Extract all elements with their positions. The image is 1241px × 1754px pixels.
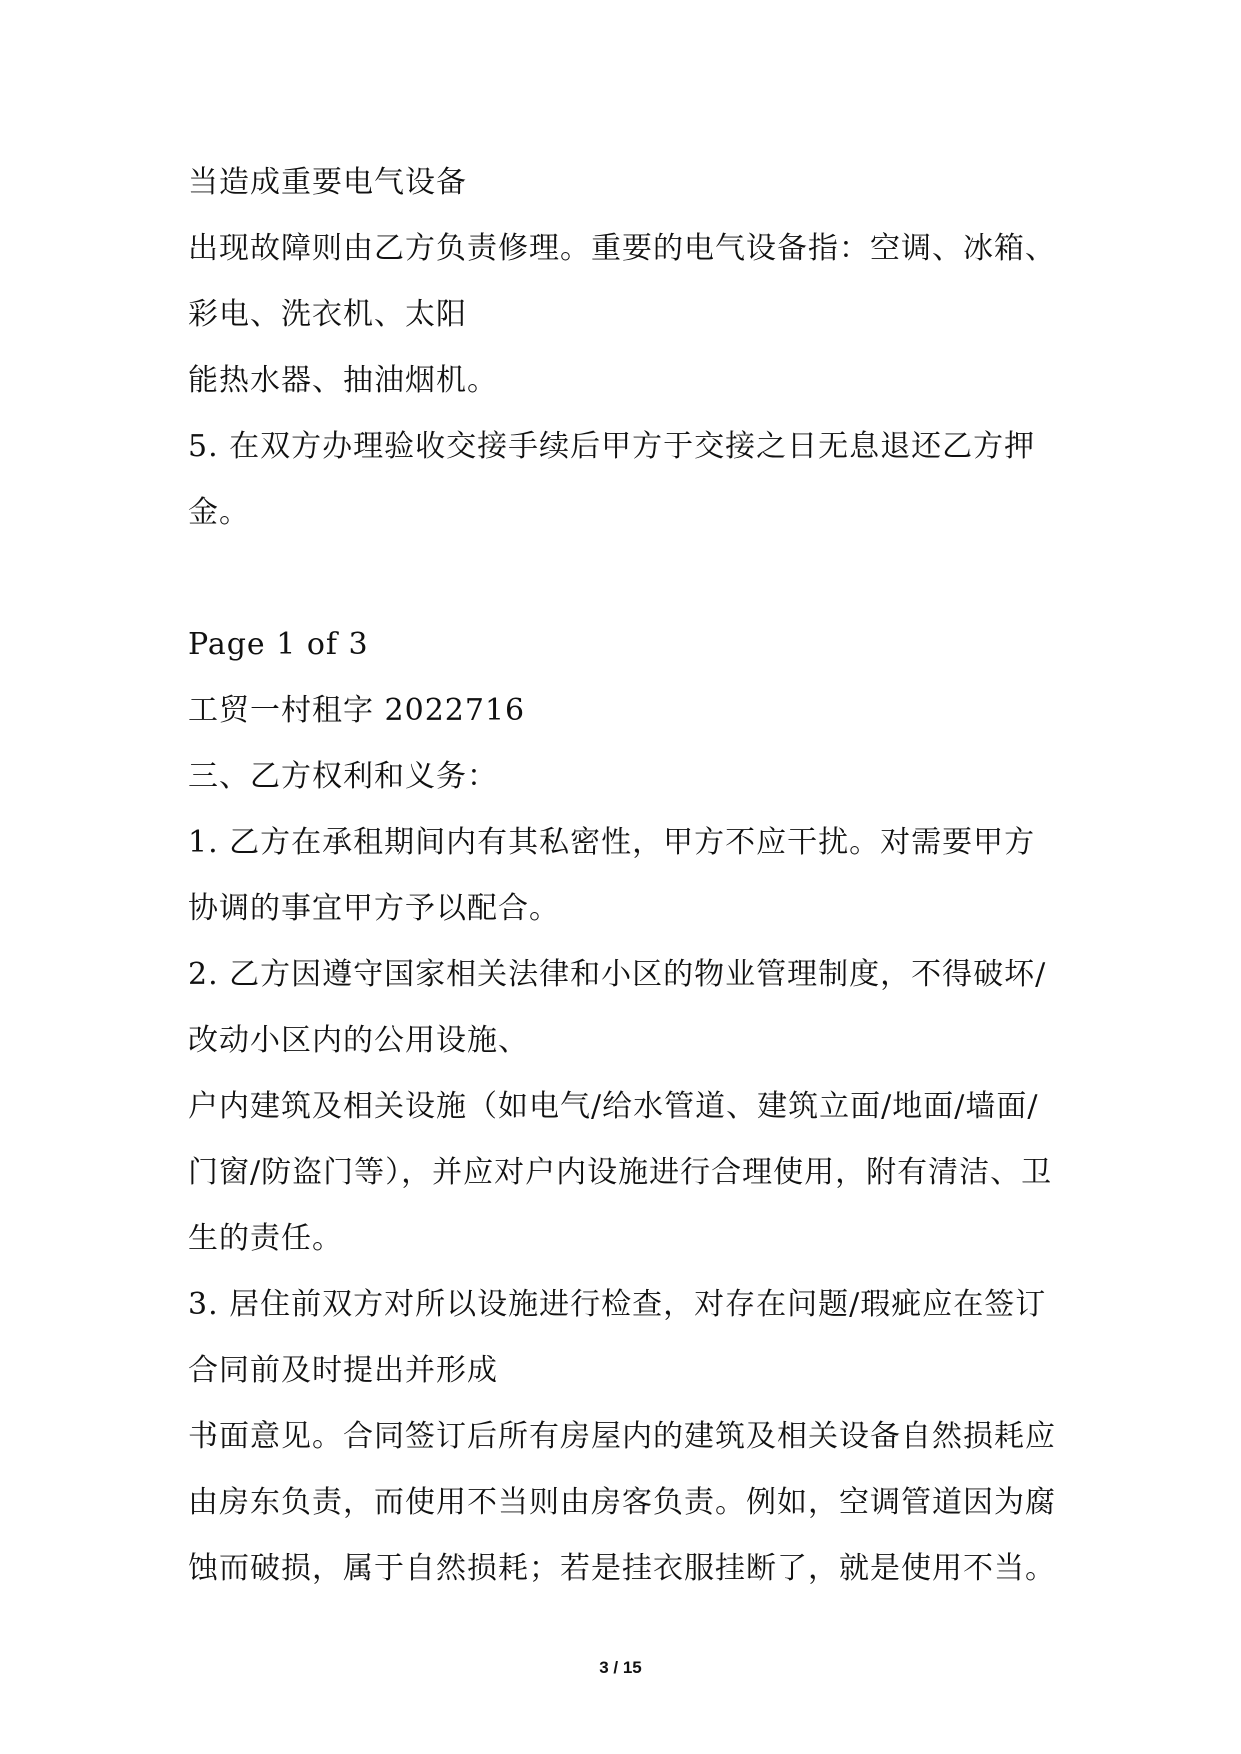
text-line: 1. 乙方在承租期间内有其私密性，甲方不应干扰。对需要甲方 — [188, 825, 1036, 860]
page-number: 3 / 15 — [599, 1658, 642, 1677]
text-line: 协调的事宜甲方予以配合。 — [188, 891, 560, 926]
text-line: 5. 在双方办理验收交接手续后甲方于交接之日无息退还乙方押 — [188, 429, 1036, 464]
text-line: 彩电、洗衣机、太阳 — [188, 297, 467, 332]
text-line: 2. 乙方因遵守国家相关法律和小区的物业管理制度，不得破坏/ — [188, 957, 1047, 992]
text-line: 由房东负责，而使用不当则由房客负责。例如，空调管道因为腐 — [188, 1485, 1056, 1520]
text-line: 蚀而破损，属于自然损耗；若是挂衣服挂断了，就是使用不当。 — [188, 1551, 1056, 1586]
document-reference: 工贸一村租字 2022716 — [188, 693, 526, 728]
text-line: 户内建筑及相关设施（如电气/给水管道、建筑立面/地面/墙面/ — [188, 1089, 1039, 1124]
text-line: 出现故障则由乙方负责修理。重要的电气设备指：空调、冰箱、 — [188, 231, 1056, 266]
section-heading: 三、乙方权利和义务： — [188, 759, 498, 794]
page-marker: Page 1 of 3 — [188, 627, 369, 662]
text-line: 能热水器、抽油烟机。 — [188, 363, 498, 398]
text-line: 书面意见。合同签订后所有房屋内的建筑及相关设备自然损耗应 — [188, 1419, 1056, 1454]
text-line: 当造成重要电气设备 — [188, 165, 467, 200]
text-line: 金。 — [188, 495, 250, 530]
text-line: 门窗/防盗门等），并应对户内设施进行合理使用，附有清洁、卫 — [188, 1155, 1053, 1190]
text-line: 合同前及时提出并形成 — [188, 1353, 498, 1388]
text-line: 改动小区内的公用设施、 — [188, 1023, 529, 1058]
text-line: 3. 居住前双方对所以设施进行检查，对存在问题/瑕疵应在签订 — [188, 1287, 1047, 1322]
text-line: 生的责任。 — [188, 1221, 343, 1256]
